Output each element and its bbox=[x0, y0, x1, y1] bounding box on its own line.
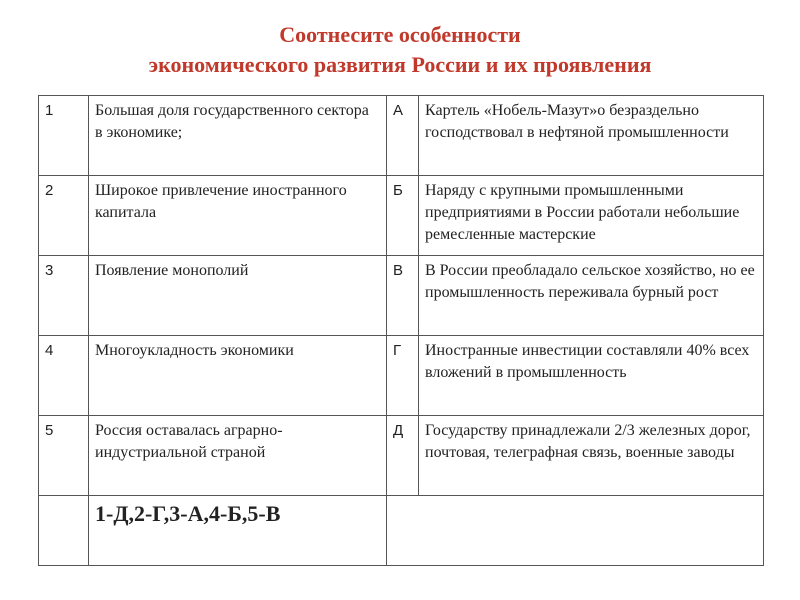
letter-cell: В bbox=[387, 256, 419, 336]
answer-row bbox=[39, 496, 764, 566]
row-number: 4 bbox=[39, 336, 89, 416]
row-number: 2 bbox=[39, 176, 89, 256]
title-line-1: Соотнесите особенности bbox=[279, 22, 521, 47]
empty-cell bbox=[39, 496, 89, 566]
row-number: 1 bbox=[39, 96, 89, 176]
letter-cell: Г bbox=[387, 336, 419, 416]
feature-cell: Россия оставалась аграрно-индустриальной страной bbox=[89, 416, 387, 496]
table-row bbox=[39, 336, 764, 416]
row-number: 5 bbox=[39, 416, 89, 496]
manifestation-cell: Картель «Нобель-Мазут»о безраздельно господствовал в нефтяной промышленности bbox=[419, 96, 764, 176]
title-line-2: экономического развития России и их проявления bbox=[148, 52, 652, 77]
manifestation-cell: Наряду с крупными промышленными предприятиями в России работали небольшие ремесленные мастерские bbox=[419, 176, 764, 256]
answer-key: 1-Д,2-Г,3-А,4-Б,5-В bbox=[89, 496, 387, 566]
manifestation-cell: Иностранные инвестиции составляли 40% всех вложений в промышленность bbox=[419, 336, 764, 416]
feature-cell: Появление монополий bbox=[89, 256, 387, 336]
table-row bbox=[39, 96, 764, 176]
letter-cell: Б bbox=[387, 176, 419, 256]
matching-table bbox=[38, 95, 764, 566]
page-title bbox=[0, 20, 800, 80]
letter-cell: А bbox=[387, 96, 419, 176]
table-row bbox=[39, 176, 764, 256]
feature-cell: Широкое привлечение иностранного капитала bbox=[89, 176, 387, 256]
letter-cell: Д bbox=[387, 416, 419, 496]
feature-cell: Большая доля государственного сектора в экономике; bbox=[89, 96, 387, 176]
feature-cell: Многоукладность экономики bbox=[89, 336, 387, 416]
empty-cell bbox=[387, 496, 764, 566]
manifestation-cell: В России преобладало сельское хозяйство, но ее промышленность переживала бурный рост bbox=[419, 256, 764, 336]
row-number: 3 bbox=[39, 256, 89, 336]
table-row bbox=[39, 256, 764, 336]
table-row bbox=[39, 416, 764, 496]
manifestation-cell: Государству принадлежали 2/3 железных дорог, почтовая, телеграфная связь, военные заводы bbox=[419, 416, 764, 496]
